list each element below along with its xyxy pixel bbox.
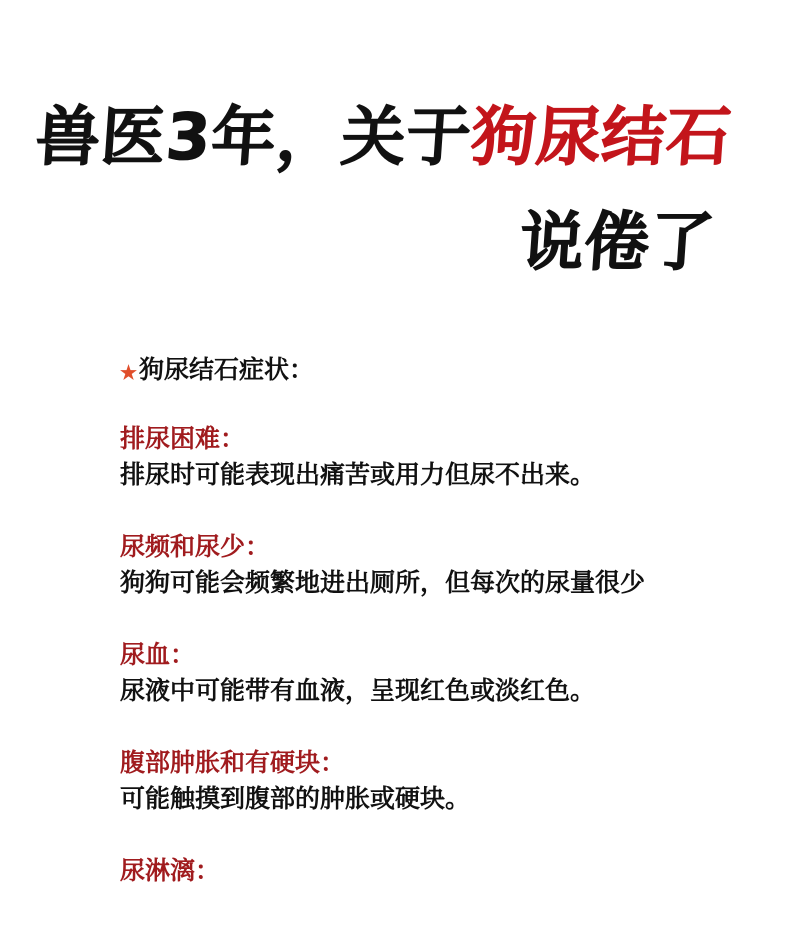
- title-red-text: 狗尿结石: [468, 101, 735, 175]
- symptoms-heading-text: 狗尿结石症状：: [139, 355, 315, 384]
- symptom-title: 排尿困难：: [120, 424, 246, 453]
- symptom-body: 可能触摸到腹部的肿胀或硬块。: [120, 784, 471, 813]
- symptom-section: [120, 421, 760, 493]
- star-icon: ★: [120, 362, 138, 384]
- symptom-title: 尿血：: [120, 640, 196, 669]
- symptom-body: 尿液中可能带有血液，呈现红色或淡红色。: [120, 676, 596, 705]
- symptom-title: 尿频和尿少：: [120, 532, 271, 561]
- title-black-text: 兽医3年，关于: [33, 101, 475, 175]
- symptoms-heading: [120, 352, 760, 388]
- article-content: [120, 352, 760, 925]
- symptom-section: [120, 529, 760, 601]
- symptom-body: 狗狗可能会频繁地进出厕所，但每次的尿量很少: [120, 568, 646, 597]
- symptom-section: [120, 637, 760, 709]
- symptom-body: 排尿时可能表现出痛苦或用力但尿不出来。: [120, 460, 596, 489]
- page-title-line-2: 说倦了: [517, 206, 718, 280]
- symptom-title: 腹部肿胀和有硬块：: [120, 748, 346, 777]
- symptom-section: [120, 853, 760, 889]
- page-title-line-1: [33, 98, 734, 178]
- symptom-section: [120, 745, 760, 817]
- symptom-title: 尿淋漓：: [120, 856, 221, 885]
